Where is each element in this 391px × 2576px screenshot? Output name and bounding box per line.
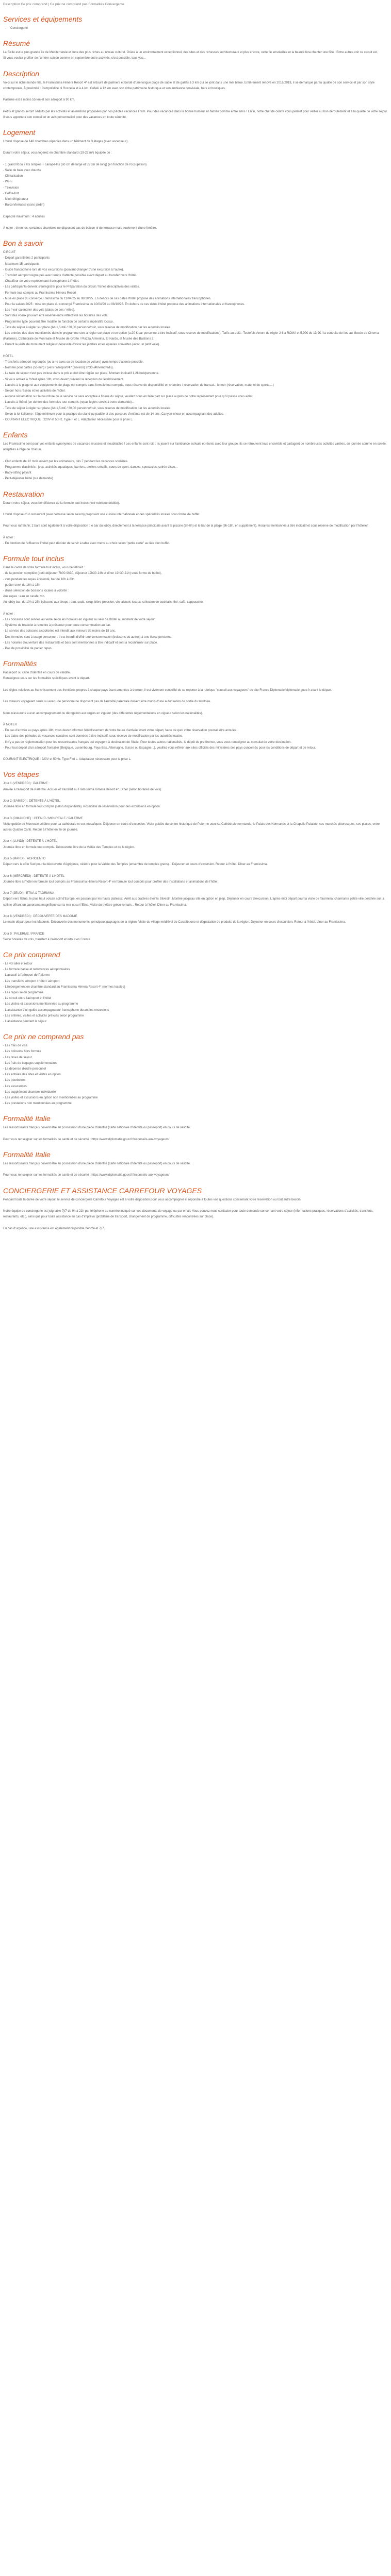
text-line: - L'accès à la plage et aux équipements de plage est compris sans formule tout compris, sous réserve de disponibilité en chambre / réservation de transat... le mer (réservation, matériel de sports,...) xyxy=(3,383,274,387)
section xyxy=(3,1114,388,1143)
text-line: - Les dates des périodes de vacances scolaires sont données à titre indicatif, sous réserve de modification par les autorités locales. xyxy=(3,735,183,738)
text-line: Départ vers la côte Sud pour la découverte d'Agrigente, célèbre pour la Vallée des Temples (ensemble de temples grecs)... Déjeuner en cours d'excursion. Retour à l'hôtel. Dîner au Framissima. xyxy=(3,863,268,867)
blank-line xyxy=(3,925,388,931)
bullet-list xyxy=(3,26,388,31)
text-line: Arrivée à l'aéroport de Palerme. Accueil et transfert au Framissima Himera Resort 4*. Dîner (selon horaires de vols). xyxy=(3,788,162,791)
text-line: - Départ garanti dès 2 participants xyxy=(3,257,50,260)
text-line: L'hôtel dispose d'un restaurant (avec terrasse selon saison) proposant une cuisine internationale et des spécialités locales sous forme de buffet. xyxy=(3,513,201,517)
text-line: - Chauffeur de votre représentant francophone à l'hôtel. xyxy=(3,280,79,283)
blank-line xyxy=(3,705,388,710)
text-line: Pour vous renseigner sur les formalités de santé et de sécurité : https://www.diplomatie.gouv.fr/fr/conseils-aux-voyageurs/ xyxy=(3,1138,170,1141)
text-line: Dans le cadre de votre formule tout inclus, vous bénéficiez : xyxy=(3,566,85,570)
text-line: Journée libre en formule tout compris. Découverte libre de la Vallée des Temples et de la région. xyxy=(3,845,135,849)
text-line: Selon horaires de vols, transfert à l'aéroport et retour en France. xyxy=(3,938,91,941)
section-heading: Ce prix ne comprend pas xyxy=(3,1032,84,1041)
text-line: - La taxe de séjour n'est pas incluse dans le prix et doit être réglée sur place. Montant indicatif 1,2€/nuit/personne. xyxy=(3,372,159,376)
text-line: - Des formules sont à usage personnel : il est interdit d'offrir une consommation (boissons ou autres) à une tierce personne. xyxy=(3,635,172,639)
text-line: HÔTEL xyxy=(3,354,14,358)
blank-line xyxy=(3,348,388,354)
section-heading: Ce prix comprend xyxy=(3,951,60,959)
section-heading: Restauration xyxy=(3,489,44,498)
text-line: Pendant toute la durée de votre séjour, le service de conciergerie Carrefour Voyages est à votre disposition pour vous accompagner et répondre à toutes vos questions concernant votre réservation ou tout autre besoin. xyxy=(3,1198,302,1201)
text-line: Pour vous renseigner sur les formalités de santé et de sécurité : https://www.diplomatie.gouv.fr/fr/conseils-aux-voyageurs/ xyxy=(3,1174,170,1177)
text-line: Les mineurs voyageant seuls ou avec une personne ne disposant pas de l'autorité parentale doivent être munis d'une autorisation de sortie du territoire. xyxy=(3,700,211,704)
text-line: Durant votre séjour, vous logerez en chambre standard (19-22 m²) équipée de : xyxy=(3,151,112,155)
text-line: Voici sur le riche monde l'île, le Framissima Himera Resort 4* est entouré de palmiers et bordé d'une longue plage de sable et de galets à 3 km qui se joint dans une mer bleue. Entièrement rénové en 2016/2019, il se démarque par la qualité de son service et par son style contemporain. À proximité : Campofelice di Roccella et à 4 km, Cefalù à 12 km avec son riche patrimoine historique et son ambiance conviviale, bars et boutiques. xyxy=(3,81,376,90)
blank-line xyxy=(3,1203,388,1209)
blank-line xyxy=(3,693,388,699)
section xyxy=(3,14,388,31)
text-line: Jour 8 (VENDREDI) : DÉCOUVERTE DES MADONIE xyxy=(3,915,77,919)
text-line: - Les boissons hors formule xyxy=(3,1050,41,1054)
section-heading: Bon à savoir xyxy=(3,239,43,248)
text-line: - Selon la loi italienne : l'âge minimum pour la pratique du stand-up paddle et des parcours d'enfants est de 14 ans. Canyon-nheur en accompagnant des adultes. xyxy=(3,412,224,416)
section-heading: Formalité Italie xyxy=(3,1150,51,1159)
text-line: Jour 9 : PALERME / FRANCE xyxy=(3,932,44,936)
text-line: La Sicile est le plus grande île de Méditerranée et l'une des plus riches au niveau culturel. Grâce à un environnement exceptionnel, des sites et des richesses architecturaux et plus encore, cette île ensoleillée et la beauté fera chanter une fête ! Entre autres voir ce circuit est, xyxy=(3,51,378,55)
blank-line xyxy=(3,208,388,214)
text-line: Jour 7 (JEUDI) : ETNA & TAORMINA xyxy=(3,892,54,895)
text-line: Le matin départ pour les Madonie. Découverte des monuments, principaux paysages de la région. Visite du village médiéval de Castelbuono et dégustation de produits de la région. Déjeuner en cours d'excursion. Retour à l'hôtel, dîner au Framissima. xyxy=(3,921,346,924)
text-line: - d'une sélection de boissons locales à volonté : xyxy=(3,589,69,593)
blank-line xyxy=(3,518,388,523)
text-line: Jour 6 (MERCREDI) : DÉTENTE À L'HÔTEL xyxy=(3,874,65,878)
text-line: Visite guidée de Monreale célèbre pour sa cathédrale et ses mosaïques. Déjeuner en cours d'excursion. Visite guidée du centre historique de Palerme avec sa Cathédrale normande, le Palais des Normands et la Chapelle Palatine, ses marchés pittoresques, ses places, entre autres Quattro Canti. Retour à l'hôtel en fin de journée. xyxy=(3,822,381,832)
text-line: Durant votre séjour, vous bénéficierez de la formule tout inclus (voir rubrique dédiée). xyxy=(3,501,120,505)
text-line: - Les taxes de séjour xyxy=(3,1056,32,1059)
text-line: - L'hébergement en chambre standard au Framissima Himera Resort 4* (normes locales) xyxy=(3,985,125,989)
blank-line xyxy=(3,220,388,226)
blank-line xyxy=(3,885,388,891)
text-line: - Balcon/terrasse (sans jardin) xyxy=(3,204,45,207)
section xyxy=(3,430,388,482)
text-line: Palerme est à moins 55 km et son aéroport à 90 km. xyxy=(3,98,75,102)
text-line: - L'accueil à l'aéroport de Palerme xyxy=(3,974,50,977)
text-line: - de la pension complète (petit-déjeuner 7h00-9h30, déjeuner 12h30-14h et dîner 19h30-21h) sous forme de buffet), xyxy=(3,572,162,575)
text-line: Aux repas : eau en carafe, vin. xyxy=(3,595,45,599)
text-line: - Système de bracelet à remettre à présenter pour toute consommation au bar. xyxy=(3,624,111,628)
text-line: Petits et grands seront séduits par les activités et animations proposées par nos piliotes vacances Fram. Pour des vacances dans la bonne humeur en famille comme entre amis ! Enfin, notre chef de centre vous permet pour veiller au bon déroulement et à la qualité de votre séjour. Il vous apportera son conseil et un avis personnalisé pour des vacances en toute sérénité. xyxy=(3,110,389,119)
section-heading: Résumé xyxy=(3,39,30,48)
text-line: Les ressortissants français doivent être en possession d'une pièce d'identité (carte nationale d'identité ou passeport) en cours de validité. xyxy=(3,1126,191,1130)
text-line: - Il n'y a pas de réglementation pour les ressortissants français qui voyagent à destination de l'Italie. Pour toutes autres nationalités, le dépôt de préférence, vous vous renseigner au consulat de votre destination. xyxy=(3,740,291,744)
text-line: - La formule basse et redevances aéroportuaires xyxy=(3,968,70,972)
text-line: - Les boissons sont servies au verre selon les horaires en vigueur au sein de l'hôtel au moment de votre séjour. xyxy=(3,618,156,622)
blank-line xyxy=(3,908,388,914)
text-line: Capacité maximum : 4 adultes xyxy=(3,215,45,218)
text-line: - Sont des voeux pouvant être réservé entre réflectivité les horaires des vols. xyxy=(3,314,108,318)
blank-line xyxy=(3,793,388,799)
text-line: Renseignez-vous sur les formalités spécifiques avant le départ. xyxy=(3,677,90,681)
text-line: - Les transferts aéroport / hôtel / aéroport xyxy=(3,979,60,983)
section xyxy=(3,489,388,547)
section xyxy=(3,1032,388,1107)
text-line: - Formule tout compris au Framissima Himera Resort xyxy=(3,291,76,295)
text-line: - Le service des boissons alcoolisées est interdit aux mineurs de moins de 18 ans. xyxy=(3,630,116,633)
text-line: - Petit-déjeuner bébé (sur demande) xyxy=(3,477,53,481)
section-heading: Formalité Italie xyxy=(3,1114,51,1123)
section xyxy=(3,69,388,121)
text-line: CIRCUIT xyxy=(3,251,16,255)
text-line: - Les entrées des sites mentionnés dans le programme sont à régler sur place et en option (a:20 € par personne à titre indicatif, sous réserve de modifications). Tarifs au-delà : Toutefois Amont de régler 2 € à ROMA et 5,90€ de 13,9€ / la conduite de lieu au Musée de Cinema (Palerme), Cathédrale de Monreale et Musée de Grotte / Piazza Armerina, El Nardo, et Musée des Bastions 2. xyxy=(3,332,380,341)
text-line: - Les horaires d'ouverture des restaurants et bars sont mentionnés à titre indicatif et sont à reconfirmer sur place. xyxy=(3,641,158,645)
text-line: - Les pourboires xyxy=(3,1079,26,1082)
text-line: Passeport ou carte d'identité en cours de validité. xyxy=(3,671,71,675)
blank-line xyxy=(3,751,388,757)
sections-container xyxy=(3,14,388,1232)
text-line: - Mise en place du convergé Framissima du 11/04/25 au 08/10/25. En dehors de ces dates l'hôtel propose des animations internationales francophones. xyxy=(3,297,211,300)
breadcrumb: Description Ce prix comprend | Ce prix ne comprend pas Formalités Convergente xyxy=(3,3,124,6)
text-line: À noter : xyxy=(3,612,15,616)
text-line: L'hôtel dispose de 148 chambres réparties dans un bâtiment de 3 étages (avec ascenseur). xyxy=(3,140,128,143)
section xyxy=(3,1186,388,1232)
section xyxy=(3,950,388,1025)
blank-line xyxy=(3,1131,388,1137)
section xyxy=(3,770,388,943)
blank-line xyxy=(3,92,388,97)
text-line: - vins pendant les repas à volonté, bar de 10h à 23h xyxy=(3,578,75,581)
section xyxy=(3,239,388,423)
text-line: - 1 grand lit ou 2 lits simples + canapé-lits (60 cm de large et 55 cm de long) (en fonction de l'occupation) xyxy=(3,163,147,166)
text-line: Journée libre à l'hôtel en formule tout compris au Framissima Himera Resort 4* en formule tout compris pour profiter des installations et animations de l'hôtel. xyxy=(3,880,219,884)
text-line: - COURANT ELECTRIQUE : 220V et 50Hz. Type F et L. Adaptateur nécessaire pour la prise L. xyxy=(3,418,134,422)
text-line: - Coffre-fort xyxy=(3,192,19,195)
blank-line xyxy=(3,453,388,459)
text-line: - Maximum 15 participants xyxy=(3,262,40,266)
text-line: - L'assistance d'un guide accompagnateur francophone durant les excursions xyxy=(3,1008,109,1012)
text-line: - Les prestations non mentionnées au programme xyxy=(3,1102,72,1106)
text-line: - Les participants doivent s'enregistrer pour le Préparation du circuit / fiches descriptives des visites. xyxy=(3,285,140,289)
text-line: - Les assurances xyxy=(3,1084,27,1088)
text-line: - En fonction de l'affluence l'hôtel peut décider de servir à table avec menu au choix selon "petite carte" au lieu d'un buffet. xyxy=(3,542,170,546)
blank-line xyxy=(3,606,388,612)
text-line: Pour vous rafraîchir, 2 bars sont également à votre disposition : le bar du lobby, directement à la terrasse principale avant la piscine (8h-0h) et le bar de la plage (9h-18h, en supplément). Horaires mentionnés à titre indicatif et sous réserve de modification par l'hôtelier. xyxy=(3,524,369,528)
section xyxy=(3,659,388,762)
section xyxy=(3,1150,388,1179)
text-line: - Les supplément chambre individuelle xyxy=(3,1090,56,1094)
text-line: - Club enfants de 12 mois ouvert par les animateurs, dès 7 pendant les vacances scolaires. xyxy=(3,460,128,463)
text-line: - Les visites et excursions en option non mentionnées au programme xyxy=(3,1096,98,1100)
text-line: - Transferts aéroport regroupés (ou à ne avec ou de location de voiture) avec temps d'attente possible. xyxy=(3,361,144,364)
text-line: Jour 5 (MARDI) : AGRIGENTO xyxy=(3,857,46,861)
blank-line xyxy=(3,682,388,688)
text-line: - Wi-Fi xyxy=(3,180,12,184)
text-line: - Les visites et excursions mentionnées au programme xyxy=(3,1003,78,1006)
text-line: - Pas de possibilité de panier repas. xyxy=(3,647,53,651)
section-heading: Formule tout inclus xyxy=(3,554,64,563)
text-line: - Climatisation xyxy=(3,175,23,178)
text-line: - Les frais de visa xyxy=(3,1044,28,1048)
blank-line xyxy=(3,833,388,839)
text-line: - goûter servi de 16h à 18h xyxy=(3,583,40,587)
text-line: - Les / voir calendrier des vols (dates de ces / villes). xyxy=(3,309,75,312)
text-line: - Si vous arrivez à l'hôtel après 18h, vous devez prévenir la réception de l'établissement. xyxy=(3,378,124,381)
text-line: À NOTER xyxy=(3,723,17,727)
text-line: - Le circuit entre l'aéroport et l'hôtel xyxy=(3,997,52,1001)
text-line: - La dépense d'ordre personnel xyxy=(3,1067,46,1071)
text-line: - Les frais de bagages supplémentaires xyxy=(3,1061,58,1065)
page-content xyxy=(0,0,391,1241)
text-line: - Guide francophone lors de vos excursions (pouvant changer d'une excursion à l'autre). xyxy=(3,268,124,272)
text-line: À noter : xyxy=(3,536,15,539)
text-line: Notre équipe de conciergerie est joignable 7j/7 de 9h à 21h par téléphone au numéro indiqué sur vos documents de voyage ou par email. Vous pouvez nous contacter pour toute demande concernant votre séjour (informations pratiques, réservations d'activités, transferts, restaurants, etc.), ainsi que pour toute assistance en cas d'imprévu (problème de transport, changement de programme, difficultés rencontrées sur place). xyxy=(3,1210,374,1219)
text-line: Journée libre en formule tout compris (selon disponibilité). Possibilité de réservation pour des excursions en option. xyxy=(3,805,161,809)
bullet-item: • Conciergerie xyxy=(10,26,388,31)
blank-line xyxy=(3,810,388,816)
blank-line xyxy=(3,103,388,109)
text-line: - Durant la visite de monument religieux nécessité d'avoir les jambes et les épaules couvertes (avec un petit voile). xyxy=(3,343,160,347)
text-line: En cas d'urgence, une assistance est également disponible 24h/24 et 7j/7. xyxy=(3,1227,105,1230)
text-line: - L'accès à l'hôtel (en dehors des formules tout compris (repas légers servis à votre demande)... xyxy=(3,401,135,404)
text-line: - Les entrées, visites et activités prévues selon programme xyxy=(3,1014,84,1018)
text-line: Jour 2 (SAMEDI) : DÉTENTE À L'HÔTEL. xyxy=(3,800,61,803)
section xyxy=(3,128,388,231)
section-heading: Services et équipements xyxy=(3,15,83,23)
text-line: Les ressortissants français doivent être en possession d'une pièce d'identité (carte nationale d'identité ou passeport) en cours de validité. xyxy=(3,1162,191,1166)
blank-line xyxy=(3,1220,388,1226)
text-line: - Nommé pour cartes (55 min) / (vers l'aéroport/47 (environ) 2h30 (4h/vendredi)). xyxy=(3,366,114,370)
section-heading: Enfants xyxy=(3,431,28,439)
text-line: Jour 1 (VENDREDI) : PALERME : xyxy=(3,782,50,786)
text-line: - Programme type pouvant être modifié en fonction de certains impératifs locaux. xyxy=(3,320,114,324)
text-line: Nous n'assurons aucun accompagnement ou dérogation aux règles en vigueur (des différentes réglementations en vigueur selon les nationalités). xyxy=(3,711,203,715)
text-line: - Taxe de séjour à régler sur place (Ab 1,5 m€ / 30,00 personne/nuit, sous réserve de modification par les autorités locales. xyxy=(3,326,171,329)
text-line: Départ vers l'Etna, le plus haut volcan actif d'Europe, en passant par les hauts plateaux. Arrêt aux cratères éteints Silvestri. Montée jusqu'au site en option en jeep. Déjeuner en cours d'excursion. L'après-midi départ pour la visite de Taormina, charmante petite ville perchée sur la colline offrant un panorama magnifique sur la mer et sur l'Etna. Visite du théâtre gréco-romain... Retour à l'hôtel. Dîner au Framissima. xyxy=(3,897,385,907)
text-line: Si vous voulez profiter de l'arrière-saison comme en septembre entre activités, c'est possible, tous vos... xyxy=(3,57,146,60)
text-line: Les règles relatives au franchissement des frontières propres à chaque pays étant amenées à évoluer, il est vivement conseillé de se reporter à la rubrique "conseil aux voyageurs" du site France Diplomatie/diplomatie.gouv.fr avant le départ. xyxy=(3,688,332,692)
text-line: - Baby-sitting payant xyxy=(3,471,31,475)
section-heading: Vos étapes xyxy=(3,770,39,779)
text-line: - Séjour hors réseau et les activités de l'hôtel. xyxy=(3,389,66,393)
blank-line xyxy=(3,868,388,873)
section xyxy=(3,554,388,652)
text-line: - En cas d'arrivée au pays après 18h, vous devez informer l'établissement de votre heure d'arrivée avant votre départ, faute de quoi votre réservation pourrait être annulée. xyxy=(3,729,238,733)
text-line: - Les entrées des sites et visites en option xyxy=(3,1073,61,1077)
text-line: - Mini réfrigérateur xyxy=(3,198,29,201)
section-heading: CONCIERGERIE ET ASSISTANCE CARREFOUR VOYAGES xyxy=(3,1186,202,1195)
text-line: COURANT ELECTRIQUE : 220V et 50Hz. Type F et L. Adaptateur nécessaire pour la prise L. xyxy=(3,758,132,761)
text-line: - Pour la saison 2025 : mise en place du convergé Framissima du 10/04/26 au 08/10/26. En dehors de ces dates l'hôtel propose des animations internationales et francophones. xyxy=(3,303,245,307)
blank-line xyxy=(3,145,388,150)
text-line: Jour 3 (DIMANCHE) : CEFALÙ / MONREALE / PALERME xyxy=(3,817,83,820)
text-line: - L'assistance pendant le séjour xyxy=(3,1020,47,1024)
blank-line xyxy=(3,157,388,162)
text-line: - Transfert aéroport regroupés avec temps d'attente possible avant départ au transfert vers l'hôtel. xyxy=(3,274,137,277)
section-heading: Formalités xyxy=(3,659,37,668)
text-line: - Pour tout départ d'un aéroport frontalier (Belgique, Luxembourg, Pays-Bas, Allemagne, Suisse ou Espagne...), veuillez vous référer aux sites officiels des ministères des pays concernés pour les conditions de départ et de retour. xyxy=(3,746,316,750)
text-line: - Programme d'activités : jeux, activités aquatiques, barriers, ateliers créatifs, cours de sport, danses, spectacles, soirée disco... xyxy=(3,466,178,469)
text-line: Jour 4 (LUNDI) : DÉTENTE À L'HÔTEL xyxy=(3,840,58,843)
text-line: Au lobby bar, de 10h à 23h boissons aux sirops : eau, soda, sirop, bière pression, vin, alcools locaux, sélection de cocktails, thé, café, cappuccino. xyxy=(3,601,204,604)
text-line: - Télévision xyxy=(3,186,19,190)
blank-line xyxy=(3,530,388,535)
blank-line xyxy=(3,717,388,722)
blank-line xyxy=(3,506,388,512)
text-line: Les Framissimo sont pour vos enfants synonymes de vacances réussies et inoubliables ! Les enfants sont rois : ils jouent sur l'ambiance estivale et réunis avec leur groupe, ils se retrouvent tous ensemble et partagent de nombreuses activités variées, en journée comme en soirée, adaptées à l'âge de chacun. xyxy=(3,443,388,452)
blank-line xyxy=(3,851,388,856)
section xyxy=(3,39,388,61)
text-line: - Taxe de séjour à régler sur place (Ab 1,5 m€ / 30,00 personne/nuit, sous réserve de modification par les autorités locales. xyxy=(3,406,171,410)
text-line: - Le vol aller et retour xyxy=(3,962,32,966)
text-line: - Aucune réclamation sur la nourriture ou le service ne sera acceptée à l'issue du séjour, veuillez nous en faire part sur place auprès de notre représentant pour qu'il puisse vous aider. xyxy=(3,395,253,399)
text-line: À noter : étrennes, certaines chambres ne disposent pas de balcon ni de terrasse mais seulement d'une fenêtre. xyxy=(3,226,157,230)
text-line: - Les repas selon programme xyxy=(3,991,44,995)
text-line: - Salle de bain avec douche xyxy=(3,168,42,172)
section-heading: Logement xyxy=(3,128,36,137)
section-heading: Description xyxy=(3,69,40,78)
blank-line xyxy=(3,1167,388,1173)
